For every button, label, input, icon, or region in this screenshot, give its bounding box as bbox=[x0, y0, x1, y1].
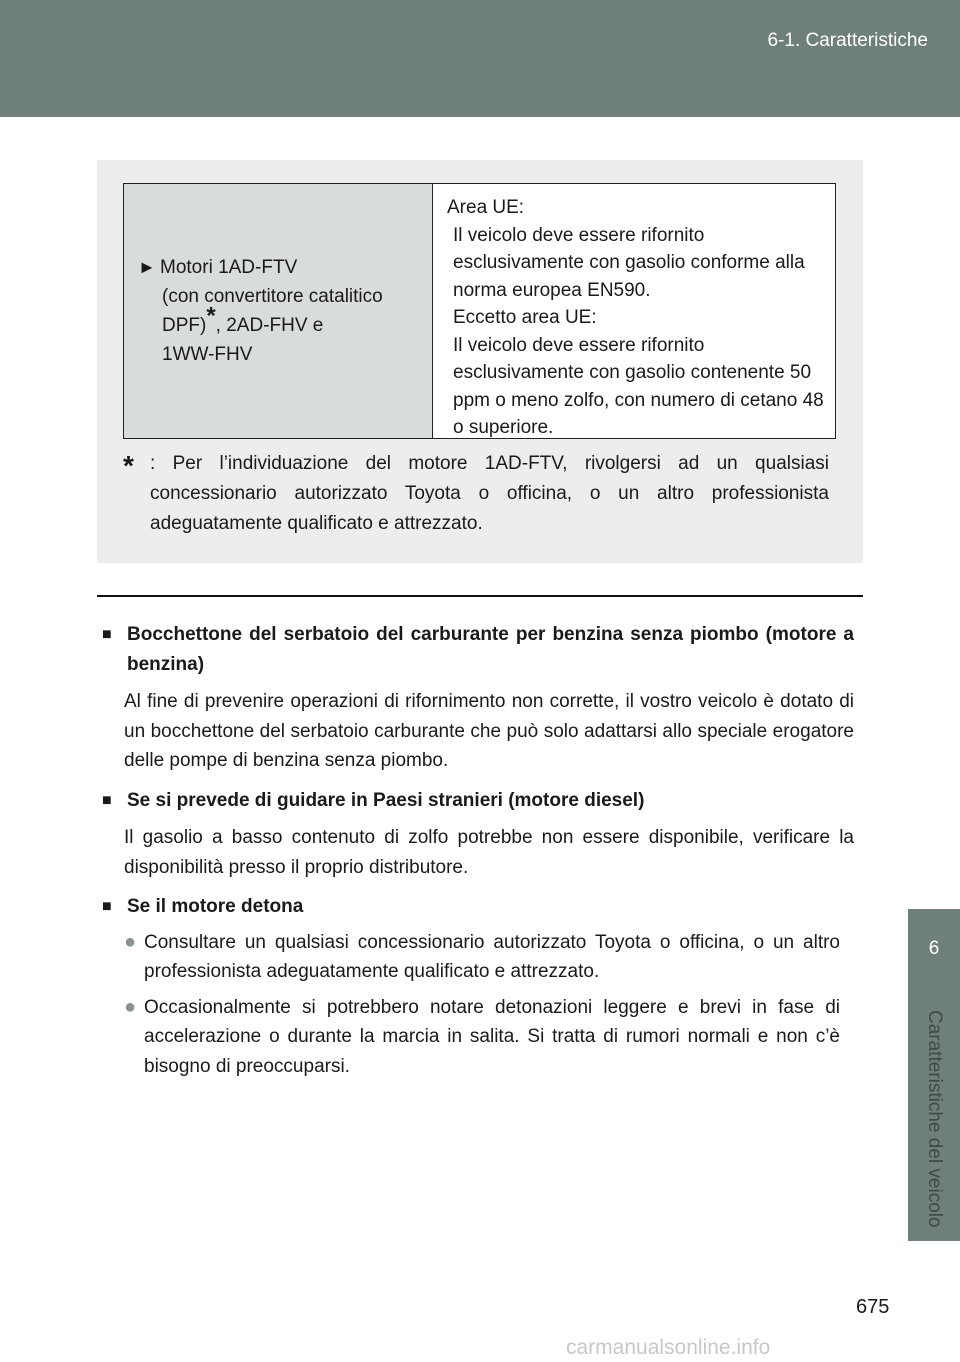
non-eu-area-label: Eccetto area UE: bbox=[453, 307, 597, 328]
non-eu-area-text: Il veicolo deve essere rifornito esclusivamente con gasolio contenente 50 ppm o meno zolfo, con numero di cetano 48 o superiore. bbox=[453, 334, 824, 438]
footnote-text: : Per l’individuazione del motore 1AD-FTV, rivolgersi ad un qualsiasi concessionario autorizzato Toyota o officina, o un altro professionista adeguatamente qualificato e attrezzato. bbox=[150, 453, 829, 534]
section-heading: ■ Bocchettone del serbatoio del carburante per benzina senza piombo (motore a benzina) bbox=[102, 620, 854, 679]
circle-bullet-icon: ● bbox=[124, 995, 137, 1018]
main-content bbox=[102, 620, 854, 1081]
list-item: ● Occasionalmente si potrebbero notare detonazioni leggere e brevi in fase di accelerazione o durante la marcia in salita. Si tratta di rumori normali e non c’è bisogno di preoccuparsi. bbox=[102, 993, 854, 1082]
watermark: carmanualsonline.info bbox=[566, 1336, 771, 1359]
engine-cell bbox=[124, 184, 433, 438]
chapter-number: 6 bbox=[928, 938, 940, 959]
square-bullet-icon: ■ bbox=[102, 898, 112, 915]
fuel-spec-table bbox=[123, 183, 836, 439]
list-item: ● Consultare un qualsiasi concessionario autorizzato Toyota o officina, o un altro professionista adeguatamente qualificato e attrezzato. bbox=[102, 928, 854, 987]
section-heading: ■ Se il motore detona bbox=[102, 892, 854, 922]
square-bullet-icon: ■ bbox=[102, 791, 112, 809]
fuel-requirement-cell bbox=[433, 184, 835, 438]
chapter-label: Caratteristiche del veicolo bbox=[924, 1010, 945, 1228]
paragraph: Al fine di prevenire operazioni di rifornimento non corrette, il vostro veicolo è dotato di un bocchettone del serbatoio carburante che può solo adattarsi allo speciale erogatore delle pompe di benzina senza piombo. bbox=[124, 691, 854, 771]
square-bullet-icon: ■ bbox=[102, 626, 112, 643]
engine-line-1: Motori 1AD-FTV bbox=[160, 257, 298, 278]
circle-bullet-icon: ● bbox=[124, 930, 137, 953]
footnote-asterisk: * bbox=[123, 450, 134, 481]
divider bbox=[97, 595, 863, 597]
engine-line-3: DPF)*, 2AD-FHV e bbox=[162, 302, 324, 336]
paragraph: Il gasolio a basso contenuto di zolfo potrebbe non essere disponibile, verificare la disponibilità presso il proprio distributore. bbox=[124, 827, 854, 878]
eu-area-text: Il veicolo deve essere rifornito esclusivamente con gasolio conforme alla norma europea EN590. bbox=[453, 224, 805, 301]
eu-area-label: Area UE: bbox=[447, 197, 525, 218]
asterisk-mark: * bbox=[206, 302, 216, 330]
triangle-pointer-icon: ► bbox=[138, 257, 156, 277]
section-heading: ■ Se si prevede di guidare in Paesi stranieri (motore diesel) bbox=[102, 786, 854, 816]
page-header bbox=[0, 0, 960, 117]
engine-line-2: (con convertitore catalitico bbox=[162, 286, 383, 307]
engine-line-4: 1WW-FHV bbox=[162, 344, 253, 365]
footnote bbox=[123, 449, 829, 539]
section-title: 6-1. Caratteristiche bbox=[767, 30, 928, 51]
page-number: 675 bbox=[856, 1296, 890, 1318]
